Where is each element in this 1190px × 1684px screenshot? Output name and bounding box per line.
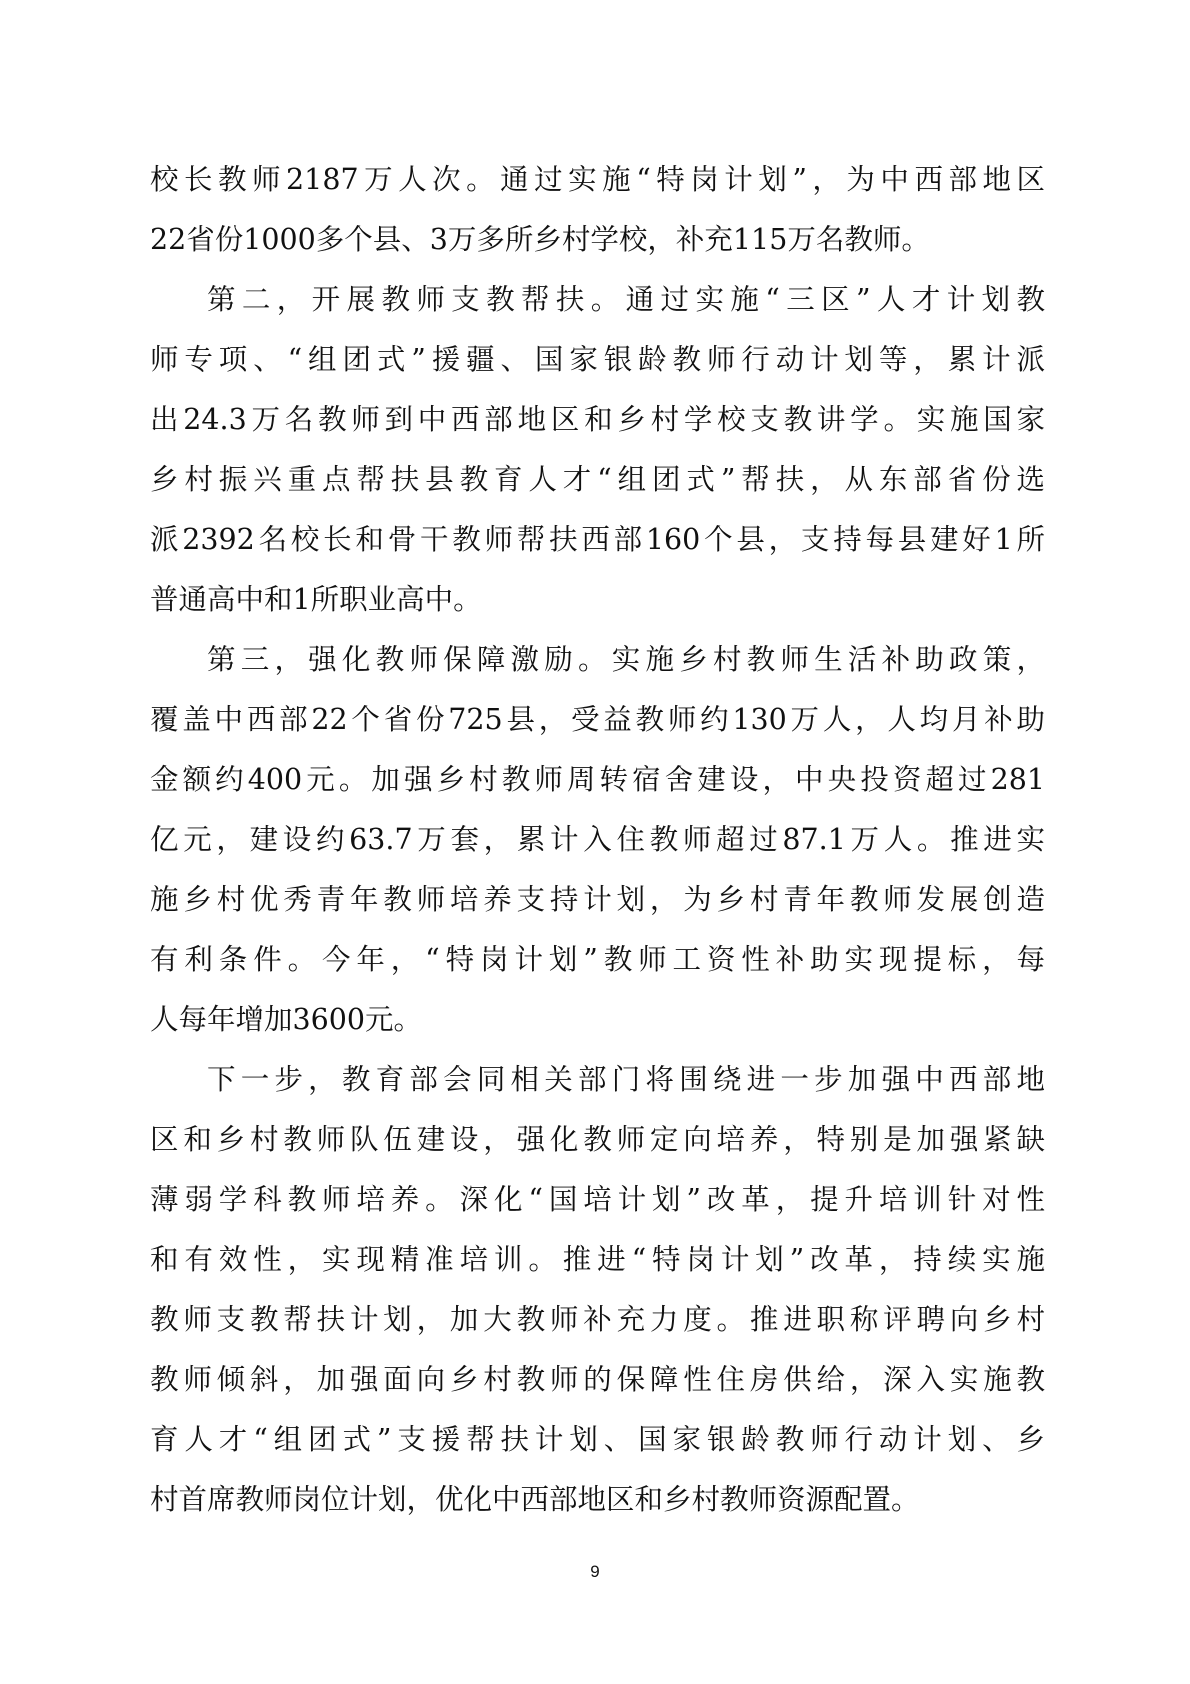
text-line: 施乡村优秀青年教师培养支持计划，为乡村青年教师发展创造 [150,883,1045,916]
text-line: 普通高中和1所职业高中。 [150,583,482,616]
text-line: 村首席教师岗位计划，优化中西部地区和乡村教师资源配置。 [150,1483,920,1516]
text-line: 师专项、“组团式”援疆、国家银龄教师行动计划等，累计派 [150,343,1045,376]
document-body [150,150,1045,1530]
text-line: 下一步，教育部会同相关部门将围绕进一步加强中西部地 [207,1063,1045,1096]
text-line: 教师支教帮扶计划，加大教师补充力度。推进职称评聘向乡村 [150,1303,1045,1336]
text-line: 区和乡村教师队伍建设，强化教师定向培养，特别是加强紧缺 [150,1123,1045,1156]
text-line: 金额约400元。加强乡村教师周转宿舍建设，中央投资超过281 [150,763,1045,796]
text-line: 人每年增加3600元。 [150,1003,423,1036]
text-line: 出24.3万名教师到中西部地区和乡村学校支教讲学。实施国家 [150,403,1045,436]
text-line: 派2392名校长和骨干教师帮扶西部160个县，支持每县建好1所 [150,523,1045,556]
text-line: 亿元，建设约63.7万套，累计入住教师超过87.1万人。推进实 [150,823,1045,856]
text-line: 22省份1000多个县、3万多所乡村学校，补充115万名教师。 [150,223,930,256]
text-line: 有利条件。今年，“特岗计划”教师工资性补助实现提标，每 [150,943,1045,976]
text-line: 第二，开展教师支教帮扶。通过实施“三区”人才计划教 [207,283,1045,316]
text-line: 乡村振兴重点帮扶县教育人才“组团式”帮扶，从东部省份选 [150,463,1045,496]
text-line: 育人才“组团式”支援帮扶计划、国家银龄教师行动计划、乡 [150,1423,1045,1456]
text-line: 和有效性，实现精准培训。推进“特岗计划”改革，持续实施 [150,1243,1045,1276]
text-line: 第三，强化教师保障激励。实施乡村教师生活补助政策， [207,643,1045,676]
text-line: 薄弱学科教师培养。深化“国培计划”改革，提升培训针对性 [150,1183,1045,1216]
page-number: 9 [590,1562,600,1581]
text-line: 覆盖中西部22个省份725县，受益教师约130万人，人均月补助 [150,703,1045,736]
text-line: 校长教师2187万人次。通过实施“特岗计划”，为中西部地区 [150,163,1045,196]
text-line: 教师倾斜，加强面向乡村教师的保障性住房供给，深入实施教 [150,1363,1045,1396]
